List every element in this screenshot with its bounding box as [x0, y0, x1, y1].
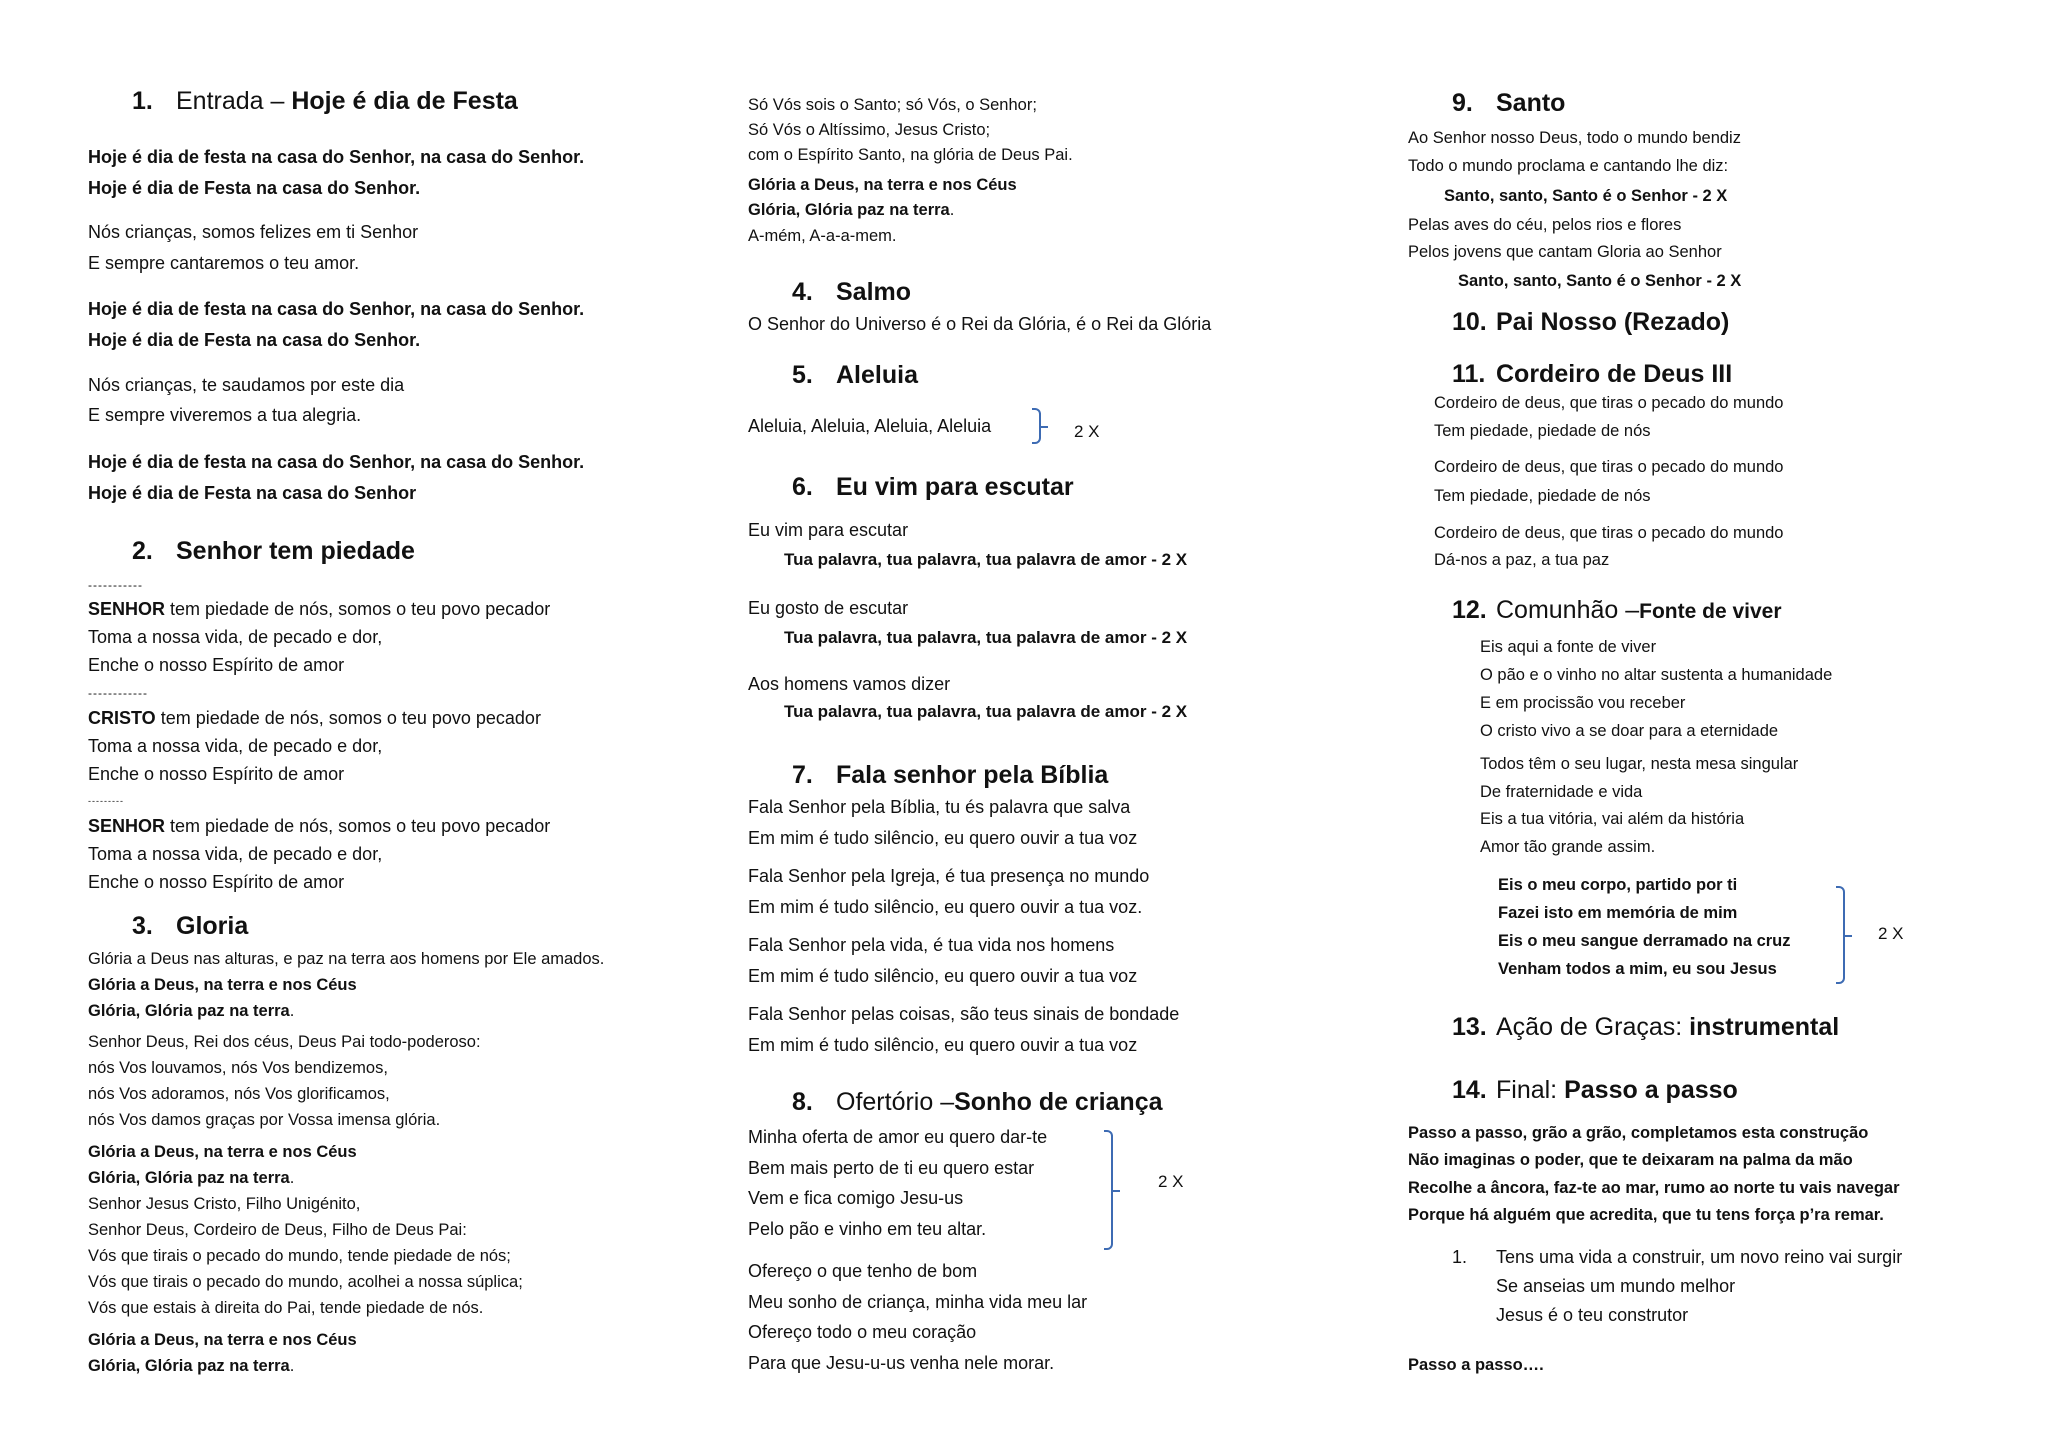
heading-eu-vim-para-escutar: 6. Eu vim para escutar	[792, 473, 1074, 501]
refrain-line: Eis o meu sangue derramado na cruz	[1498, 932, 1791, 950]
refrain-line: Santo, santo, Santo é o Senhor - 2 X	[1444, 187, 1728, 205]
verse-line: Todo o mundo proclama e cantando lhe diz:	[1408, 157, 1729, 175]
verse-line: Ofereço todo o meu coração	[748, 1322, 977, 1342]
refrain-line: Glória, Glória paz na terra.	[88, 1357, 295, 1375]
divider: -----------	[88, 578, 143, 592]
verse-line: Fala Senhor pela Igreja, é tua presença no mundo	[748, 866, 1150, 886]
verse-line: Todos têm o seu lugar, nesta mesa singular	[1480, 755, 1799, 773]
refrain-line: Porque há alguém que acredita, que tu tens força p’ra remar.	[1408, 1206, 1884, 1224]
verse-line: SENHOR tem piedade de nós, somos o teu povo pecador	[88, 816, 551, 836]
verse-line: Fala Senhor pela vida, é tua vida nos homens	[748, 935, 1115, 955]
heading-acao-de-gracas: 13. Ação de Graças: instrumental	[1452, 1013, 1840, 1041]
refrain-line: Hoje é dia de festa na casa do Senhor, na casa do Senhor.	[88, 452, 585, 472]
verse-line: Em mim é tudo silêncio, eu quero ouvir a tua voz	[748, 966, 1138, 986]
verse-line: Pelas aves do céu, pelos rios e flores	[1408, 216, 1682, 234]
verse-line: Tens uma vida a construir, um novo reino vai surgir	[1496, 1247, 1903, 1267]
repeat-label: 2 X	[1158, 1172, 1184, 1191]
verse-line: Jesus é o teu construtor	[1496, 1305, 1689, 1325]
refrain-line: Recolhe a âncora, faz-te ao mar, rumo ao norte tu vais navegar	[1408, 1179, 1900, 1197]
verse-line: Nós crianças, somos felizes em ti Senhor	[88, 222, 419, 242]
verse-line: Se anseias um mundo melhor	[1496, 1276, 1736, 1296]
refrain-line: Tua palavra, tua palavra, tua palavra de amor - 2 X	[784, 550, 1188, 569]
heading-gloria: 3. Gloria	[132, 912, 249, 940]
verse-line: Tem piedade, piedade de nós	[1434, 487, 1651, 505]
repeat-label: 2 X	[1074, 422, 1100, 441]
verse-line: Fala Senhor pelas coisas, são teus sinais de bondade	[748, 1004, 1180, 1024]
verse-line: com o Espírito Santo, na glória de Deus Pai.	[748, 146, 1073, 164]
refrain-line: Tua palavra, tua palavra, tua palavra de amor - 2 X	[784, 702, 1188, 721]
verse-number: 1.	[1452, 1247, 1468, 1267]
refrain-line: Glória a Deus, na terra e nos Céus	[88, 1143, 357, 1161]
refrain-line: Passo a passo, grão a grão, completamos esta construção	[1408, 1124, 1869, 1142]
heading-aleluia: 5. Aleluia	[792, 361, 918, 389]
heading-salmo: 4. Salmo	[792, 278, 912, 306]
verse-line: Só Vós o Altíssimo, Jesus Cristo;	[748, 121, 991, 139]
verse-line: Vós que estais à direita do Pai, tende piedade de nós.	[88, 1299, 484, 1317]
refrain-line: Santo, santo, Santo é o Senhor - 2 X	[1458, 272, 1742, 290]
heading-final: 14. Final: Passo a passo	[1452, 1076, 1738, 1104]
verse-line: E em procissão vou receber	[1480, 694, 1686, 712]
verse-line: CRISTO tem piedade de nós, somos o teu povo pecador	[88, 708, 541, 728]
verse-line: Eis aqui a fonte de viver	[1480, 638, 1657, 656]
heading-fala-senhor: 7. Fala senhor pela Bíblia	[792, 761, 1109, 789]
heading-pai-nosso: 10. Pai Nosso (Rezado)	[1452, 308, 1730, 336]
verse-line: Toma a nossa vida, de pecado e dor,	[88, 844, 383, 864]
refrain-line: Passo a passo….	[1408, 1356, 1544, 1374]
verse-line: nós Vos adoramos, nós Vos glorificamos,	[88, 1085, 390, 1103]
refrain-line: Venham todos a mim, eu sou Jesus	[1498, 960, 1777, 978]
verse-line: Vós que tirais o pecado do mundo, acolhei a nossa súplica;	[88, 1273, 523, 1291]
verse-line: nós Vos louvamos, nós Vos bendizemos,	[88, 1059, 388, 1077]
verse-line: Enche o nosso Espírito de amor	[88, 764, 345, 784]
verse-line: Glória a Deus nas alturas, e paz na terra aos homens por Ele amados.	[88, 950, 605, 968]
verse-line: O cristo vivo a se doar para a eternidade	[1480, 722, 1779, 740]
verse-line: Toma a nossa vida, de pecado e dor,	[88, 627, 383, 647]
verse-line: E sempre viveremos a tua alegria.	[88, 405, 362, 425]
verse-line: Cordeiro de deus, que tiras o pecado do mundo	[1434, 458, 1784, 476]
refrain-line: Não imaginas o poder, que te deixaram na palma da mão	[1408, 1151, 1853, 1169]
verse-line: Para que Jesu-u-us venha nele morar.	[748, 1353, 1055, 1373]
verse-line: O pão e o vinho no altar sustenta a humanidade	[1480, 666, 1833, 684]
verse-line: nós Vos damos graças por Vossa imensa glória.	[88, 1111, 441, 1129]
verse-line: Eu gosto de escutar	[748, 598, 909, 618]
verse-line: Ao Senhor nosso Deus, todo o mundo bendiz	[1408, 129, 1741, 147]
verse-line: Em mim é tudo silêncio, eu quero ouvir a tua voz.	[748, 897, 1143, 917]
verse-line: Nós crianças, te saudamos por este dia	[88, 375, 405, 395]
divider: ---------	[88, 796, 124, 806]
verse-line: Ofereço o que tenho de bom	[748, 1261, 978, 1281]
verse-line: Aleluia, Aleluia, Aleluia, Aleluia	[748, 416, 992, 436]
verse-line: Vem e fica comigo Jesu-us	[748, 1188, 964, 1208]
repeat-brace	[1836, 886, 1845, 984]
refrain-line: Hoje é dia de festa na casa do Senhor, na casa do Senhor.	[88, 299, 585, 319]
refrain-line: Glória a Deus, na terra e nos Céus	[88, 976, 357, 994]
verse-line: Dá-nos a paz, a tua paz	[1434, 551, 1610, 569]
verse-line: A-mém, A-a-a-mem.	[748, 227, 897, 245]
verse-line: SENHOR tem piedade de nós, somos o teu povo pecador	[88, 599, 551, 619]
refrain-line: Hoje é dia de Festa na casa do Senhor	[88, 483, 417, 503]
verse-line: O Senhor do Universo é o Rei da Glória, é o Rei da Glória	[748, 314, 1212, 334]
repeat-label: 2 X	[1878, 924, 1904, 943]
heading-santo: 9. Santo	[1452, 89, 1566, 117]
verse-line: Eis a tua vitória, vai além da história	[1480, 810, 1745, 828]
verse-line: Enche o nosso Espírito de amor	[88, 655, 345, 675]
refrain-line: Glória a Deus, na terra e nos Céus	[748, 176, 1017, 194]
refrain-line: Glória, Glória paz na terra.	[748, 201, 955, 219]
verse-line: Em mim é tudo silêncio, eu quero ouvir a tua voz	[748, 1035, 1138, 1055]
heading-cordeiro: 11. Cordeiro de Deus III	[1452, 360, 1733, 388]
verse-line: Cordeiro de deus, que tiras o pecado do mundo	[1434, 524, 1784, 542]
refrain-line: Hoje é dia de Festa na casa do Senhor.	[88, 178, 421, 198]
verse-line: Bem mais perto de ti eu quero estar	[748, 1158, 1035, 1178]
repeat-brace	[1032, 408, 1041, 444]
refrain-line: Glória, Glória paz na terra.	[88, 1002, 295, 1020]
verse-line: Pelos jovens que cantam Gloria ao Senhor	[1408, 243, 1722, 261]
divider: ------------	[88, 686, 148, 700]
verse-line: De fraternidade e vida	[1480, 783, 1643, 801]
verse-line: Tem piedade, piedade de nós	[1434, 422, 1651, 440]
refrain-line: Glória a Deus, na terra e nos Céus	[88, 1331, 357, 1349]
verse-line: Toma a nossa vida, de pecado e dor,	[88, 736, 383, 756]
verse-line: Enche o nosso Espírito de amor	[88, 872, 345, 892]
refrain-line: Tua palavra, tua palavra, tua palavra de amor - 2 X	[784, 628, 1188, 647]
verse-line: Cordeiro de deus, que tiras o pecado do mundo	[1434, 394, 1784, 412]
heading-senhor-tem-piedade: 2. Senhor tem piedade	[132, 537, 415, 565]
refrain-line: Hoje é dia de festa na casa do Senhor, na casa do Senhor.	[88, 147, 585, 167]
verse-line: Só Vós sois o Santo; só Vós, o Senhor;	[748, 96, 1037, 114]
verse-line: Pelo pão e vinho em teu altar.	[748, 1219, 987, 1239]
heading-entrada: 1. Entrada – Hoje é dia de Festa	[132, 87, 518, 115]
heading-comunhao: 12. Comunhão –Fonte de viver	[1452, 596, 1782, 624]
verse-line: Eu vim para escutar	[748, 520, 909, 540]
verse-line: Em mim é tudo silêncio, eu quero ouvir a tua voz	[748, 828, 1138, 848]
refrain-line: Hoje é dia de Festa na casa do Senhor.	[88, 330, 421, 350]
verse-line: Fala Senhor pela Bíblia, tu és palavra que salva	[748, 797, 1131, 817]
refrain-line: Glória, Glória paz na terra.	[88, 1169, 295, 1187]
verse-line: Minha oferta de amor eu quero dar-te	[748, 1127, 1048, 1147]
verse-line: Amor tão grande assim.	[1480, 838, 1656, 856]
verse-line: Meu sonho de criança, minha vida meu lar	[748, 1292, 1088, 1312]
verse-line: Vós que tirais o pecado do mundo, tende piedade de nós;	[88, 1247, 511, 1265]
refrain-line: Eis o meu corpo, partido por ti	[1498, 876, 1738, 894]
repeat-brace	[1104, 1130, 1113, 1250]
verse-line: E sempre cantaremos o teu amor.	[88, 253, 360, 273]
heading-ofertorio: 8. Ofertório –Sonho de criança	[792, 1088, 1163, 1116]
verse-line: Senhor Jesus Cristo, Filho Unigénito,	[88, 1195, 361, 1213]
verse-line: Senhor Deus, Cordeiro de Deus, Filho de Deus Pai:	[88, 1221, 467, 1239]
verse-line: Aos homens vamos dizer	[748, 674, 951, 694]
refrain-line: Fazei isto em memória de mim	[1498, 904, 1738, 922]
verse-line: Senhor Deus, Rei dos céus, Deus Pai todo-poderoso:	[88, 1033, 481, 1051]
